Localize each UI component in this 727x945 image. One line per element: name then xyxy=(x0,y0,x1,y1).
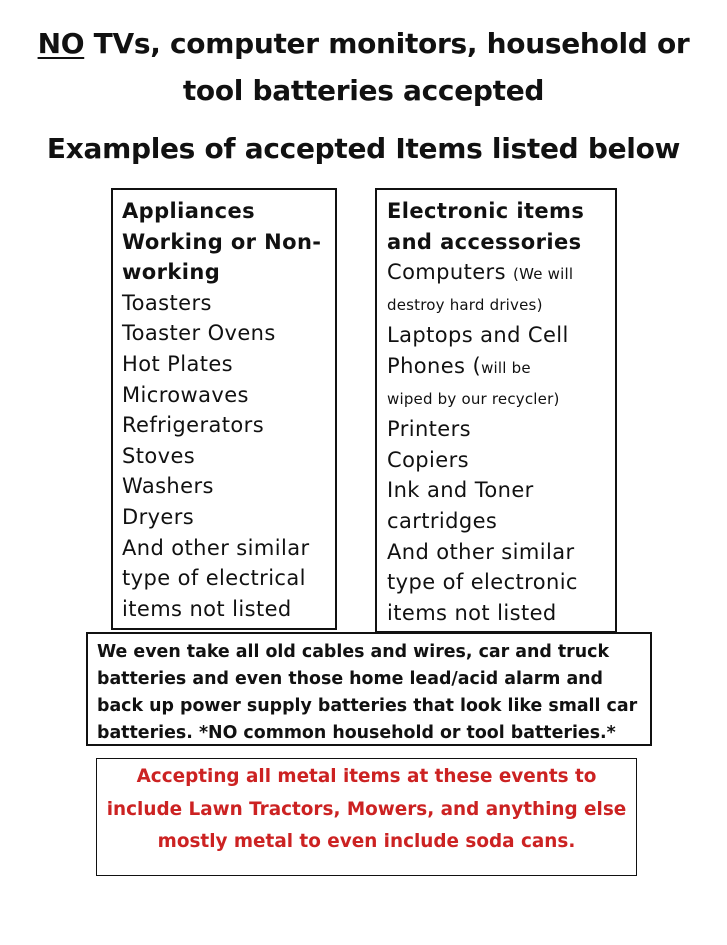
header-line-1-text: TVs, computer monitors, household or xyxy=(84,27,690,60)
header-line-2: tool batteries accepted xyxy=(182,74,545,107)
appliance-item: Hot Plates xyxy=(122,351,234,376)
electronics-heading: Electronic items xyxy=(387,199,585,223)
appliances-heading: Working or Non- xyxy=(122,229,322,254)
electronics-item: cartridges xyxy=(387,508,498,533)
computers-label: Computers xyxy=(387,260,514,285)
appliances-box xyxy=(111,188,337,630)
computers-note: (We will xyxy=(513,265,574,284)
cables-note-line: batteries. *NO common household or tool batteries.* xyxy=(97,723,616,743)
appliances-heading: working xyxy=(122,260,221,285)
cables-note-line: We even take all old cables and wires, car and truck xyxy=(97,642,610,662)
electronics-item-computers xyxy=(387,257,615,290)
appliance-item: And other similar xyxy=(122,535,310,560)
phones-note: will be xyxy=(481,358,531,377)
electronics-item-laptops: Laptops and Cell xyxy=(387,323,569,348)
electronics-item: Copiers xyxy=(387,447,469,472)
appliance-item: Toaster Ovens xyxy=(122,321,276,346)
appliances-heading: Appliances xyxy=(122,199,256,223)
appliance-item: Toasters xyxy=(122,290,212,315)
phones-label: Phones ( xyxy=(387,353,482,378)
metal-note-line: Accepting all metal items at these events to xyxy=(136,766,597,787)
metal-note-line: mostly metal to even include soda cans. xyxy=(157,831,576,852)
appliance-item: type of electrical xyxy=(122,566,306,591)
electronics-box xyxy=(375,188,617,633)
metal-items-note xyxy=(96,758,637,876)
electronics-item: type of electronic xyxy=(387,570,578,595)
appliance-item: Dryers xyxy=(122,504,195,529)
electronics-item: And other similar xyxy=(387,539,575,564)
metal-note-line: include Lawn Tractors, Mowers, and anything else xyxy=(106,798,627,820)
appliance-item: items not listed xyxy=(122,596,292,621)
appliance-item: Washers xyxy=(122,474,214,499)
electronics-item: Ink and Toner xyxy=(387,478,534,503)
electronics-item-phones xyxy=(387,351,615,384)
electronics-item: items not listed xyxy=(387,600,557,625)
appliance-item: Stoves xyxy=(122,443,196,468)
phones-note: wiped by our recycler) xyxy=(387,389,560,408)
electronics-item: Printers xyxy=(387,417,472,442)
electronics-heading: and accessories xyxy=(387,229,582,254)
header-no-emphasis: NO xyxy=(37,27,85,60)
header-line-3: Examples of accepted Items listed below xyxy=(46,132,681,165)
appliance-item: Microwaves xyxy=(122,382,249,407)
computers-note: destroy hard drives) xyxy=(387,295,543,314)
header-line-1 xyxy=(0,19,727,69)
appliance-item: Refrigerators xyxy=(122,413,265,438)
cables-note-line: batteries and even those home lead/acid alarm and xyxy=(97,669,604,689)
cables-note-line: back up power supply batteries that look like small car xyxy=(97,696,638,716)
cables-batteries-note xyxy=(86,632,652,746)
